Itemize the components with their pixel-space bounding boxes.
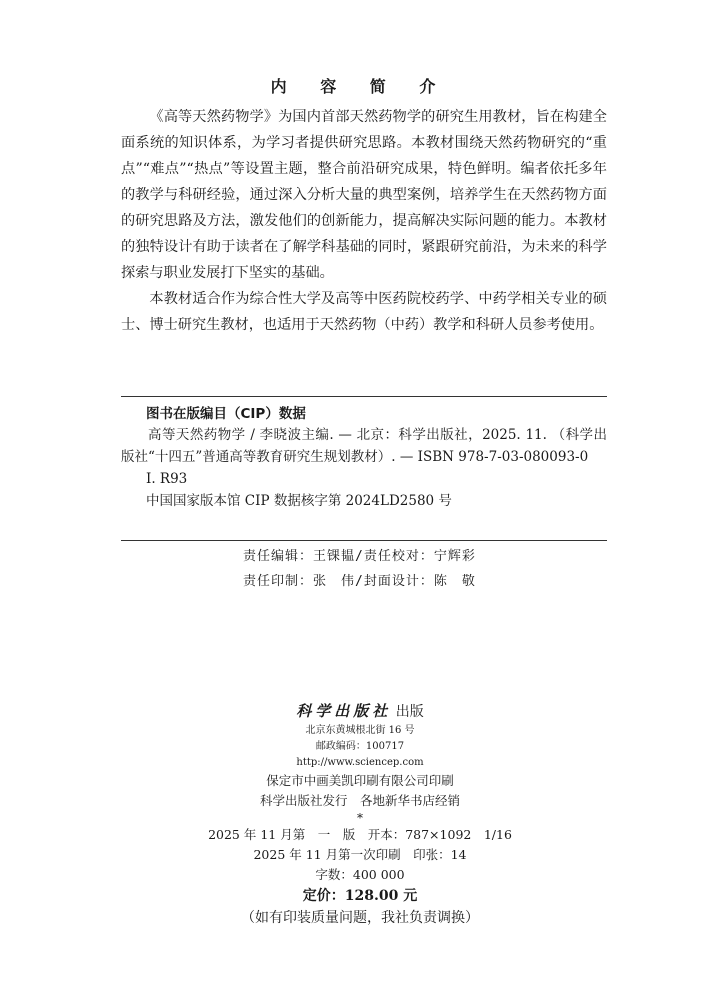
printing-line: 2025 年 11 月第一次印刷 印张：14 [253, 847, 467, 862]
page-title: 内 容 简 介 [270, 77, 450, 96]
staff-production: 责任印制：张 伟/封面设计：陈 敬 [243, 574, 476, 589]
price: 定价：128.00 元 [302, 888, 418, 904]
publisher-website: http://www.sciencep.com [296, 757, 424, 768]
cip-heading: 图书在版编目（CIP）数据 [146, 406, 306, 422]
publisher-line [0, 700, 720, 723]
staff-editors: 责任编辑：王锞韫/责任校对：宁辉彩 [243, 549, 476, 564]
publish-word: 出版 [395, 704, 424, 720]
edition-line: 2025 年 11 月第 一 版 开本：787×1092 1/16 [208, 827, 512, 842]
cip-bottom-divider [121, 540, 607, 541]
cip-entry: 高等天然药物学 / 李晓波主编. — 北京：科学出版社，2025. 11. （科学出版社“十四五”普通高等教育研究生规划教材）. — ISBN 978-7-03-080093-0 [121, 427, 607, 465]
intro-paragraph-2: 本教材适合作为综合性大学及高等中医药院校药学、中药学相关专业的硕士、博士研究生教材，也适用于天然药物（中药）教学和科研人员参考使用。 [121, 291, 607, 333]
imprint-block [0, 700, 720, 929]
publisher-postcode: 邮政编码：100717 [315, 741, 405, 752]
printer-line: 保定市中画美凯印刷有限公司印刷 [266, 773, 454, 788]
cip-data-block [121, 424, 607, 512]
separator-star: * [357, 811, 363, 825]
book-introduction [121, 104, 607, 338]
intro-paragraph-1: 《高等天然药物学》为国内首部天然药物学的研究生用教材，旨在构建全面系统的知识体系，为学习者提供研究思路。本教材围绕天然药物研究的“重点”“难点”“热点”等设置主题，整合前沿研究成果，特色鲜明。编者依托多年的教学与科研经验，通过深入分析大量的典型案例，培养学生在天然药物方面的研究思路及方法，激发他们的创新能力，提高解决实际问题的能力。本教材的独特设计有助于读者在了解学科基础的同时，紧跟研究前沿，为未来的科学探索与职业发展打下坚实的基础。 [121, 109, 607, 281]
publisher-address: 北京东黄城根北街 16 号 [305, 725, 415, 736]
cip-top-divider [121, 396, 607, 397]
cip-record-number: 中国国家版本馆 CIP 数据核字第 2024LD2580 号 [146, 493, 452, 509]
cip-classification: Ⅰ. R93 [146, 471, 188, 487]
word-count: 字数：400 000 [315, 867, 405, 882]
quality-note: （如有印装质量问题，我社负责调换） [241, 910, 479, 926]
publisher-logo: 科学出版社 [296, 702, 392, 720]
distribution-line: 科学出版社发行 各地新华书店经销 [259, 793, 460, 808]
